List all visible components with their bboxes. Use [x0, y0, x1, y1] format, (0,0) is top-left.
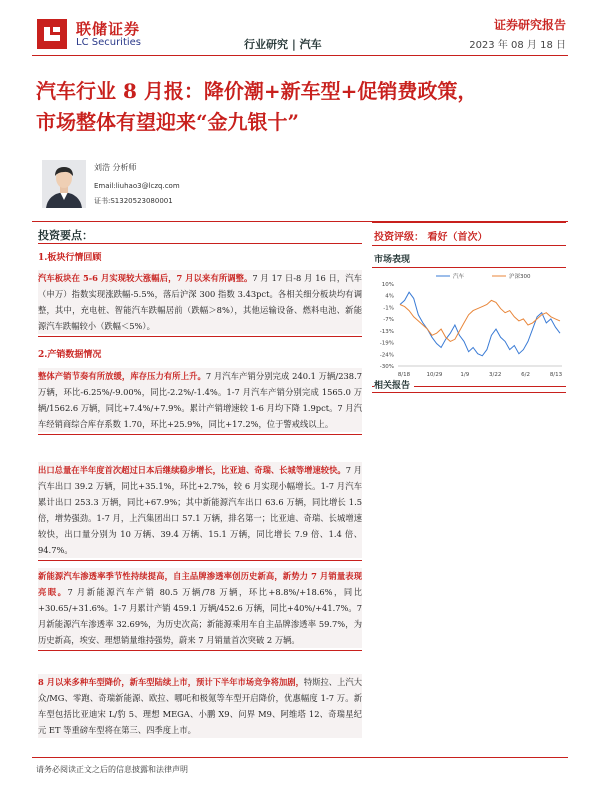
- chart-x-tick-label: 3/22: [489, 372, 502, 378]
- report-title-line1: 汽车行业 8 月报：降价潮+新车型+促销费政策，: [36, 79, 478, 103]
- highlights-title: 投资要点：: [38, 229, 93, 242]
- paragraph-text: 7 月新能源汽车产销 80.5 万辆/78 万辆，环比+8.8%/+18.6%，同比+30.65/+31.6%。1-7 月累计产销 459.1 万辆/452.6 万辆，同比+40%/+41.7%。7 月新能源汽车渗透率 32.69%，为历史次高；新能源乘用车自主品牌渗透率 59.7%，为历史新高，埃安、理想销量维持强势，蔚来 7 月销量首次突破 2 万辆。: [38, 587, 362, 645]
- market-performance-chart: [372, 272, 568, 382]
- paragraph-emphasis: 新能源汽车渗透率季节性持续提高，自主品牌渗透率创历史新高，新势力 7 月销量表现亮眼。: [38, 571, 362, 597]
- paragraph-price-cuts: [38, 674, 362, 738]
- chart-y-tick-label: 4%: [385, 293, 394, 300]
- highlights-divider: [38, 243, 362, 244]
- paragraph-text: 7 月 17 日-8 月 16 日，汽车（申万）指数实现涨跌幅-5.5%，落后沪深 300 指数 3.43pct。各相关细分板块均有调整，其中，充电桩、智能汽车跌幅居前（跌幅＞8%），其他运输设备、燃料电池、新能源汽车跌幅较小（跌幅＜5%）。: [38, 273, 362, 331]
- market-divider: [372, 267, 566, 268]
- related-reports-title: 相关报告: [374, 378, 414, 391]
- paragraph-exports: [38, 462, 362, 558]
- paragraph-divider: [38, 560, 362, 561]
- author-email: Email:liuhao3@lczq.com: [94, 182, 180, 190]
- author-name: 刘浩 分析师: [94, 163, 137, 172]
- chart-y-tick-label: -19%: [379, 340, 394, 347]
- header-report-type: 证券研究报告: [493, 18, 566, 32]
- paragraph-market-review: [38, 270, 362, 334]
- header-divider: [32, 55, 568, 56]
- company-logo: [36, 14, 176, 54]
- rating-divider: [372, 245, 566, 246]
- report-title: [36, 76, 576, 138]
- chart-y-tick-label: -1%: [383, 305, 394, 312]
- section-heading-market-review: 1.板块行情回顾: [38, 253, 102, 263]
- paragraph-emphasis: 整体产销节奏有所放缓，库存压力有所上升。: [38, 371, 206, 381]
- paragraph-divider: [38, 650, 362, 651]
- chart-series-line-0: [400, 292, 560, 356]
- chart-x-tick-label: 6/2: [521, 372, 531, 378]
- investment-rating: 投资评级： 看好（首次）: [374, 232, 488, 243]
- logo-text-cn: 联储证券: [76, 20, 141, 38]
- header-date: 2023 年 08 月 18 日: [469, 40, 566, 51]
- related-divider: [372, 392, 566, 393]
- paragraph-emphasis: 出口总量在半年度首次超过日本后继续稳步增长，比亚迪、奇瑞、长城等增速较快。: [38, 465, 346, 475]
- report-title-line2: 市场整体有望迎来“金九银十”: [36, 110, 300, 134]
- author-certificate: 证书:S1320523080001: [94, 197, 173, 205]
- chart-y-tick-label: -30%: [379, 364, 394, 370]
- paragraph-text: 特斯拉、上汽大众/MG、零跑、奇瑞新能源、欧拉、哪吒和极氪等车型开启降价，优惠幅度 1-7 万。新车型包括比亚迪宋 L/豹 5、理想 MEGA、小鹏 X9、问界 M9、阿维塔 12、奇瑞星纪元 ET 等重磅车型将在第三、四季度上市。: [38, 677, 362, 735]
- author-block: [36, 158, 336, 218]
- header-category: 行业研究 | 汽车: [244, 38, 322, 51]
- paragraph-emphasis: 8 月以来多种车型降价，新车型陆续上市，预计下半年市场竞争将加剧，: [38, 677, 304, 687]
- logo-text-en: LC Securities: [76, 37, 142, 48]
- person-icon: [42, 160, 86, 208]
- paragraph-production-sales: [38, 368, 362, 432]
- chart-x-tick-label: 8/13: [549, 372, 563, 378]
- paragraph-new-energy: [38, 568, 362, 648]
- paragraph-text: 7 月汽车产销分别完成 240.1 万辆/238.7 万辆，环比-6.25%/-9.00%，同比-2.2%/-1.4%。1-7 月汽车产销分别完成 1565.0 万辆/1562.6 万辆，同比+7.4%/+7.9%。累计产销增速较 1-6 月均下降 1.9pct。7 月汽车经销商综合库存系数 1.70，环比+25.9%，同比+17.2%，位于警戒线以上。: [38, 371, 362, 429]
- footer-divider: [32, 757, 568, 758]
- paragraph-divider: [38, 434, 362, 435]
- chart-legend-label: 汽车: [453, 274, 465, 280]
- logo-mark-icon: [36, 18, 68, 50]
- chart-y-tick-label: -7%: [383, 317, 394, 324]
- chart-x-tick-label: 10/29: [426, 372, 443, 378]
- author-avatar: [42, 160, 86, 208]
- rating-top-divider: [372, 222, 566, 223]
- chart-y-tick-label: -24%: [379, 352, 394, 359]
- chart-x-tick-label: 1/9: [460, 372, 470, 378]
- paragraph-text: 7 月汽车出口 39.2 万辆，同比+35.1%，环比+2.7%，较 6 月实现小幅增长。1-7 月汽车累计出口 253.3 万辆，同比+67.9%；其中新能源汽车出口 63.6 万辆，同比增长 1.5 倍，增势强劲。1-7 月，上汽集团出口 57.1 万辆，排名第一；比亚迪、奇瑞、长城增速较快，出口量分别为 10 万辆、39.4 万辆、15.1 万辆，同比增长 7.9 倍、1.4 倍、94.7%。: [38, 465, 362, 555]
- section-heading-sales-data: 2.产销数据情况: [38, 350, 102, 360]
- market-performance-title: 市场表现: [374, 255, 411, 265]
- paragraph-divider: [38, 336, 362, 337]
- paragraph-emphasis: 汽车板块在 5-6 月实现较大涨幅后，7 月以来有所调整。: [38, 273, 253, 283]
- chart-x-tick-label: 8/18: [397, 372, 411, 378]
- chart-legend-label: 沪深300: [509, 274, 531, 280]
- chart-y-tick-label: -13%: [379, 328, 394, 335]
- chart-y-tick-label: 10%: [381, 282, 394, 288]
- footer-disclaimer: 请务必阅读正文之后的信息披露和法律声明: [36, 765, 188, 774]
